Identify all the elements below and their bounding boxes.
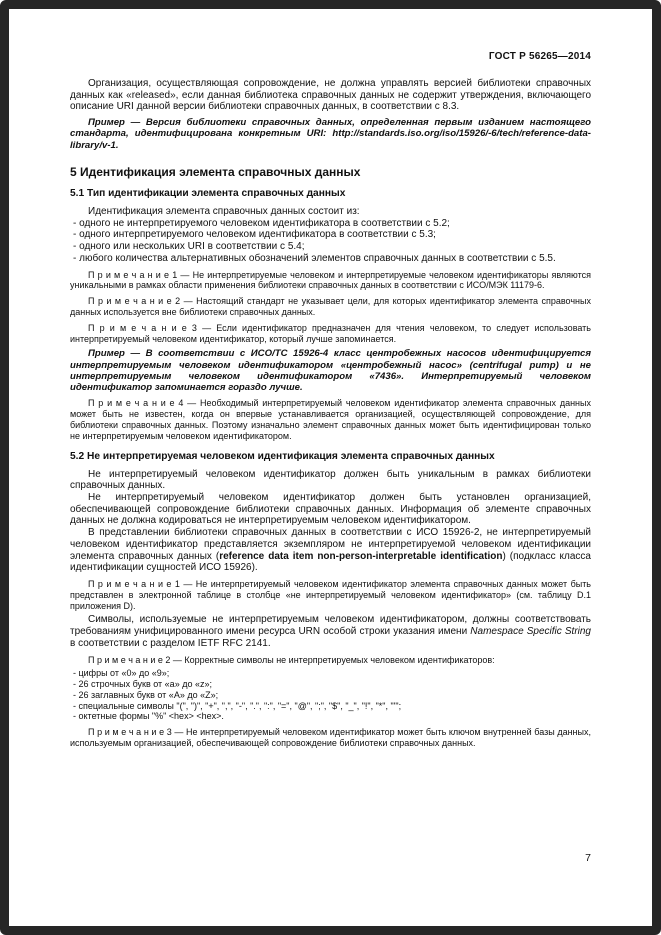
note-list-item	[70, 701, 591, 712]
example-paragraph	[70, 117, 591, 151]
paragraph	[70, 492, 591, 527]
subsection-heading	[70, 451, 591, 463]
text-run: П р и м е ч а н и е 1 — Не интерпретируемые человеком и интерпретируемые человеком идентификаторы являются уникальными в рамках области применения библиотеки справочных данных в соответствии с ИСО/МЭК 11179-6.	[70, 269, 591, 291]
paragraph	[70, 527, 591, 574]
note-list-item	[70, 679, 591, 690]
text-run: Символы, используемые не интерпретируемым человеком идентификатором, должны соответствовать требованиям унифицированного имени ресурса URN особой строки указания имени	[70, 614, 591, 638]
text-run: П р и м е ч а н и е 4 — Необходимый интерпретируемый человеком идентификатор элемента справочных данных может быть не известен, когда он впервые устанавливается организацией, осуществляющей сопровождение, для библиотеки справочных данных. Поэтому изначально элемент справочных данных может быть идентифицирован только не интерпретируемым человеком идентификатором.	[70, 398, 591, 441]
text-run: Организация, осуществляющая сопровождение, не должна управлять версией библиотеки справочных данных как «released», если данная библиотека справочных данных не содержит утверждения, включающего описание URI данной версии библиотеки справочных данных, в соответствии с 8.3.	[70, 78, 591, 113]
text-run: Пример — Версия библиотеки справочных данных, определенная первым изданием настоящего стандарта, идентифицирована конкретным URI: http://standards.iso.org/iso/15926/-6/tech/reference-data-library/v-1.	[70, 117, 591, 151]
text-run: - одного не интерпретируемого человеком идентификатора в соответствии с 5.2;	[73, 217, 450, 229]
note-paragraph	[70, 727, 591, 749]
text-run: П р и м е ч а н и е 2 — Настоящий стандарт не указывает цели, для которых идентификатор элемента справочных данных используется вне библиотеки справочных данных.	[70, 296, 591, 317]
section-heading	[70, 165, 591, 179]
italic-term: Namespace Specific String	[470, 626, 591, 638]
note-paragraph	[70, 296, 591, 318]
text-run: Не интерпретируемый человеком идентификатор должен быть уникальным в рамках библиотеки справочных данных.	[70, 468, 591, 492]
text-run: в соответствии с разделом IETF RFC 2141.	[70, 637, 271, 649]
text-run: 5.2 Не интерпретируемая человеком идентификация элемента справочных данных	[70, 450, 495, 462]
note-paragraph	[70, 323, 591, 345]
note-paragraph	[70, 398, 591, 441]
note-paragraph	[70, 579, 591, 611]
text-run: - 26 строчных букв от «a» до «z»;	[73, 679, 212, 690]
text-run: - одного или нескольких URI в соответствии с 5.4;	[73, 241, 305, 253]
text-run: 5 Идентификация элемента справочных данных	[70, 165, 361, 179]
emphasized-term: reference data item non-person-interpretable identification	[219, 550, 503, 562]
text-run: - цифры от «0» до «9»;	[73, 668, 170, 679]
text-run: ) (подкласс класса идентификации сущностей ИСО 15926).	[70, 550, 591, 574]
text-run: Не интерпретируемый человеком идентификатор должен быть установлен организацией, обеспечивающей сопровождение библиотеки справочных данных. Информация об элементе справочных данных не должна кодироваться не интерпретируемым человеком идентификатором.	[70, 492, 591, 527]
paragraph	[70, 614, 591, 649]
paragraph	[70, 78, 591, 113]
document-content	[70, 78, 591, 749]
text-run: П р и м е ч а н и е 2 — Корректные символы не интерпретируемых человеком идентификаторов:	[88, 654, 495, 665]
text-run: Пример — В соответствии с ИСО/ТС 15926-4 класс центробежных насосов идентифицируется интерпретируемым человеком идентификатором «центробежный насос» (centrifugal pump) и не интерпретируемым человеком идентификатором «7436». Интерпретируемый человеком идентификатор запоминается гораздо лучше.	[70, 348, 591, 394]
note-list-item	[70, 690, 591, 701]
text-run: - октетные формы "%" <hex> <hex>.	[73, 711, 224, 722]
list-item	[70, 218, 591, 230]
note-list-item	[70, 668, 591, 679]
subsection-heading	[70, 188, 591, 200]
paragraph	[70, 469, 591, 492]
note-list-item	[70, 711, 591, 722]
text-run: 5.1 Тип идентификации элемента справочных данных	[70, 188, 346, 199]
example-paragraph	[70, 348, 591, 393]
text-run: - специальные символы "(", ")", "+", ",", "-", ".", ":", "=", "@", ";", "$", "_", "!", "*", "'";	[73, 700, 402, 711]
text-run: - одного интерпретируемого человеком идентификатора в соответствии с 5.3;	[73, 229, 436, 241]
paragraph	[70, 206, 591, 218]
text-run: Идентификация элемента справочных данных состоит из:	[88, 206, 360, 217]
list-item	[70, 241, 591, 253]
text-run: П р и м е ч а н и е 1 — Не интерпретируемый человеком идентификатор элемента справочных данных может быть представлен в электронной таблице в столбце «не интерпретируемый человеком идентификатор» (см. таблицу D.1 приложения D).	[70, 579, 591, 611]
text-run: - любого количества альтернативных обозначений элементов справочных данных в соответствии с 5.5.	[73, 252, 556, 264]
note-paragraph	[70, 655, 591, 666]
document-header: ГОСТ Р 56265—2014	[488, 51, 591, 62]
text-run: П р и м е ч а н и е 3 — Если идентификатор предназначен для чтения человеком, то следует использовать интерпретируемый человеком идентификатор, который лучше запоминается.	[70, 322, 591, 344]
list-item	[70, 229, 591, 241]
list-item	[70, 253, 591, 265]
page-number: 7	[585, 852, 591, 864]
note-paragraph	[70, 270, 591, 292]
text-run: - 26 заглавных букв от «A» до «Z»;	[73, 689, 219, 700]
text-run: П р и м е ч а н и е 3 — Не интерпретируемый человеком идентификатор может быть ключом внутренней базы данных, используемым организацией, обеспечивающей сопровождение библиотеки справочных данных.	[70, 727, 591, 749]
text-run: В представлении библиотеки справочных данных в соответствии с ИСО 15926-2, не интерпретируемый человеком идентификатор представляется экземпляром не интерпретируемой человеком идентификации элемента справочных данных (	[70, 527, 591, 562]
